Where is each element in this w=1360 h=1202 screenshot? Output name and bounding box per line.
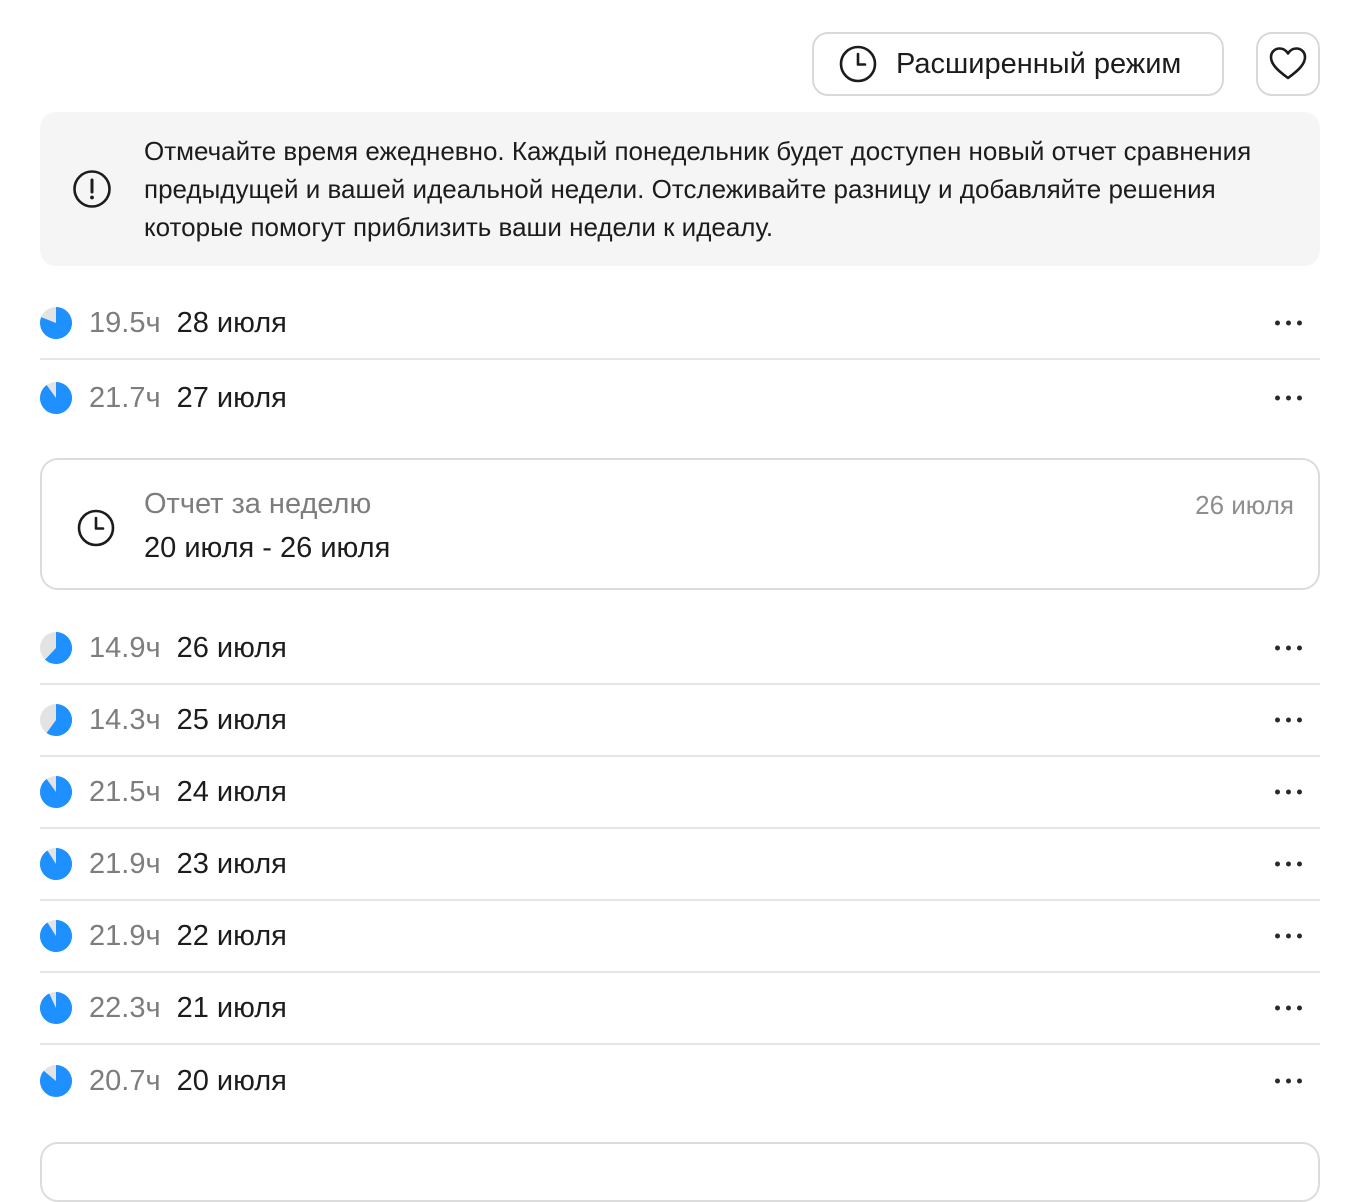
dot (1297, 396, 1302, 401)
day-date: 23 июля (176, 847, 287, 880)
info-banner (40, 112, 1320, 266)
day-date: 20 июля (176, 1064, 287, 1097)
progress-pie-icon (40, 704, 72, 736)
day-hours: 20.7ч (89, 1064, 161, 1097)
day-row[interactable] (40, 757, 1320, 829)
day-date: 25 июля (176, 703, 287, 736)
dot (1297, 934, 1302, 939)
progress-pie-icon (40, 920, 72, 952)
report-date-range: 20 июля - 26 июля (144, 532, 391, 564)
more-options-icon[interactable] (1275, 928, 1302, 945)
dot (1297, 646, 1302, 651)
dot (1275, 1079, 1280, 1084)
dot (1297, 1006, 1302, 1011)
dot (1275, 1006, 1280, 1011)
progress-pie-icon (40, 307, 72, 339)
dot (1286, 321, 1291, 326)
weekly-report-card[interactable] (40, 458, 1320, 590)
report-title: Отчет за неделю (144, 488, 372, 520)
info-text: Отмечайте время ежедневно. Каждый понедельник будет доступен новый отчет сравнения предыдущей и вашей идеальной недели. Отслеживайте разницу и добавляйте решения которые помогут приблизить ваши недели к идеалу. (144, 136, 1252, 242)
day-date: 27 июля (176, 381, 287, 414)
dot (1297, 1079, 1302, 1084)
day-row[interactable] (40, 1045, 1320, 1117)
dot (1286, 934, 1291, 939)
day-row[interactable] (40, 362, 1320, 434)
day-hours: 14.9ч (89, 631, 161, 664)
dot (1286, 1079, 1291, 1084)
day-hours: 21.7ч (89, 381, 161, 414)
progress-pie-icon (40, 992, 72, 1024)
dot (1286, 790, 1291, 795)
heart-icon (1268, 44, 1308, 84)
top-toolbar (812, 32, 1320, 96)
more-options-icon[interactable] (1275, 1073, 1302, 1090)
day-date: 22 июля (176, 919, 287, 952)
dot (1275, 646, 1280, 651)
day-hours: 21.5ч (89, 775, 161, 808)
more-options-icon[interactable] (1275, 315, 1302, 332)
dot (1275, 862, 1280, 867)
next-report-card[interactable] (40, 1142, 1320, 1202)
day-row[interactable] (40, 613, 1320, 685)
dot (1275, 790, 1280, 795)
day-row[interactable] (40, 288, 1320, 360)
dot (1297, 321, 1302, 326)
day-row[interactable] (40, 901, 1320, 973)
progress-pie-icon (40, 776, 72, 808)
clock-icon (838, 44, 878, 84)
progress-pie-icon (40, 632, 72, 664)
dot (1275, 396, 1280, 401)
progress-pie-icon (40, 848, 72, 880)
more-options-icon[interactable] (1275, 640, 1302, 657)
advanced-mode-button[interactable] (812, 32, 1224, 96)
more-options-icon[interactable] (1275, 390, 1302, 407)
dot (1286, 1006, 1291, 1011)
day-date: 24 июля (176, 775, 287, 808)
advanced-mode-label: Расширенный режим (896, 47, 1182, 80)
progress-pie-icon (40, 382, 72, 414)
dot (1286, 718, 1291, 723)
dot (1275, 321, 1280, 326)
report-date: 26 июля (1195, 490, 1294, 520)
day-date: 26 июля (176, 631, 287, 664)
dot (1286, 646, 1291, 651)
dot (1297, 718, 1302, 723)
exclamation-circle-icon (72, 169, 112, 209)
dot (1297, 862, 1302, 867)
more-options-icon[interactable] (1275, 1000, 1302, 1017)
more-options-icon[interactable] (1275, 856, 1302, 873)
dot (1286, 862, 1291, 867)
more-options-icon[interactable] (1275, 784, 1302, 801)
progress-pie-icon (40, 1065, 72, 1097)
more-options-icon[interactable] (1275, 712, 1302, 729)
day-hours: 19.5ч (89, 306, 161, 339)
day-date: 28 июля (176, 306, 287, 339)
clock-icon (76, 508, 116, 548)
day-hours: 21.9ч (89, 919, 161, 952)
day-row[interactable] (40, 829, 1320, 901)
day-row[interactable] (40, 973, 1320, 1045)
dot (1275, 718, 1280, 723)
day-hours: 21.9ч (89, 847, 161, 880)
day-date: 21 июля (176, 991, 287, 1024)
day-row[interactable] (40, 685, 1320, 757)
dot (1297, 790, 1302, 795)
dot (1275, 934, 1280, 939)
dot (1286, 396, 1291, 401)
favorite-button[interactable] (1256, 32, 1320, 96)
day-hours: 14.3ч (89, 703, 161, 736)
day-hours: 22.3ч (89, 991, 161, 1024)
